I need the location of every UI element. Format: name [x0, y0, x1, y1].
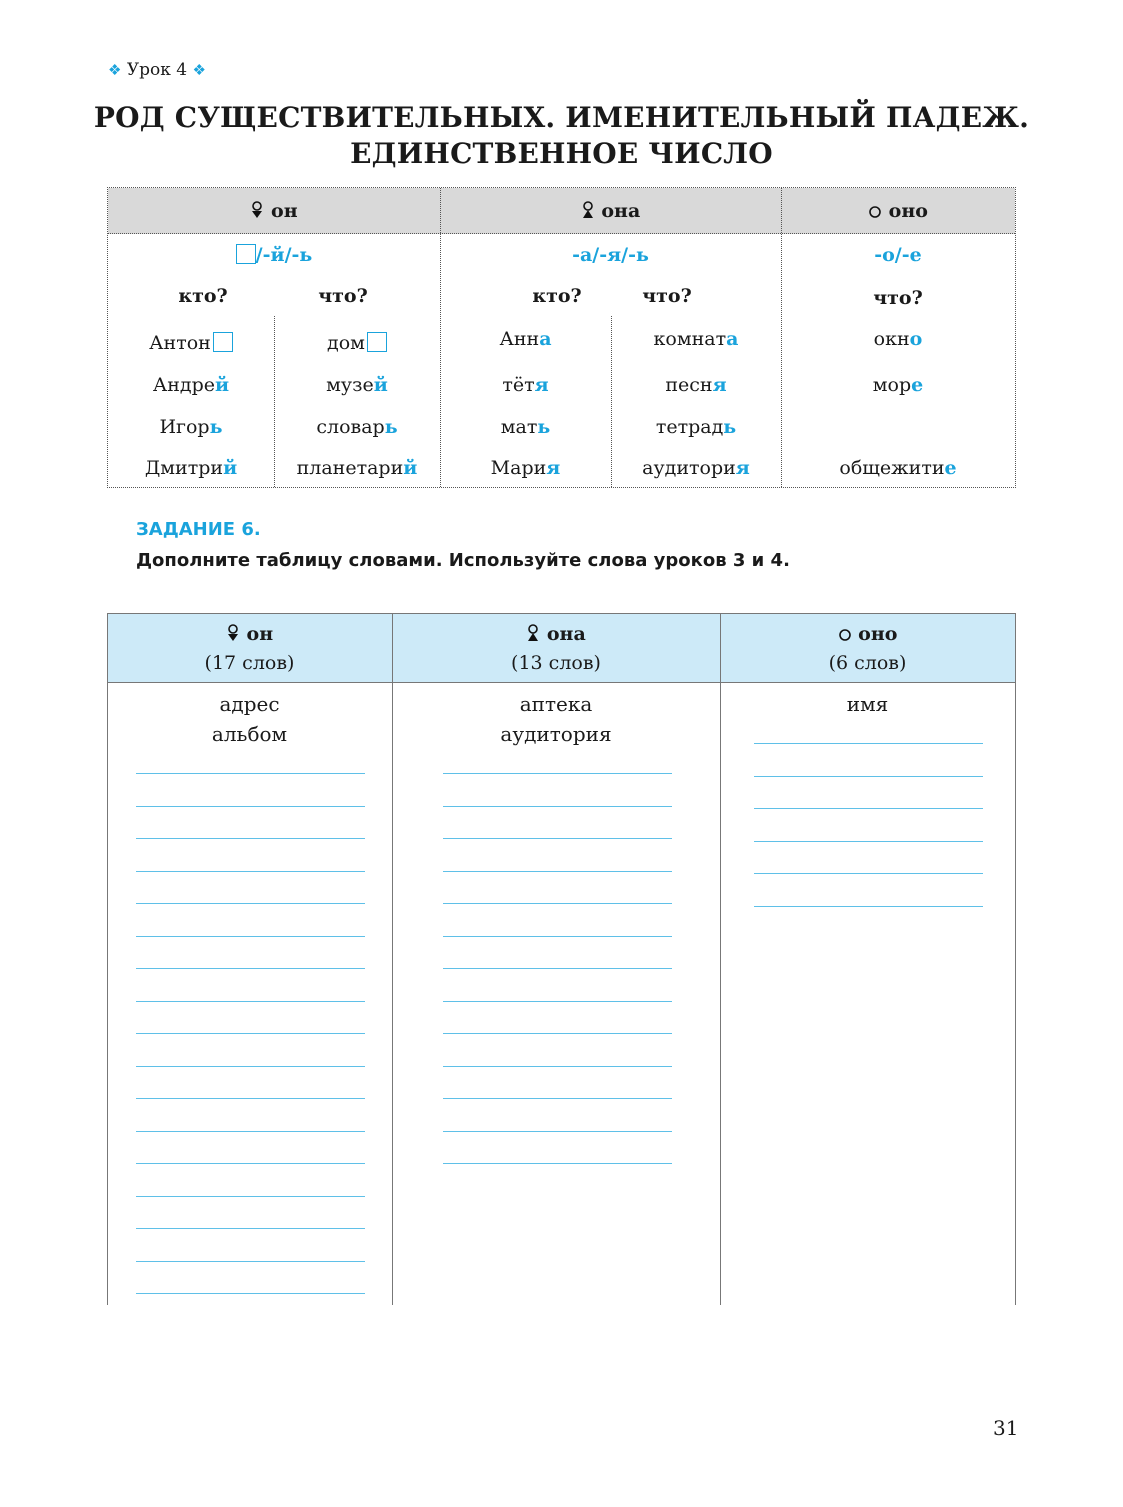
question-who-she: кто?: [532, 285, 582, 307]
exercise-header-she-count: (13 слов): [511, 652, 601, 674]
word-ending: я: [712, 374, 727, 396]
word-she-what-1: [611, 328, 781, 350]
answer-line-she[interactable]: [443, 1066, 672, 1067]
answer-line-she[interactable]: [443, 1163, 672, 1164]
word-it-what-3: [781, 457, 1015, 479]
word-she-who-3: [440, 416, 611, 438]
column-border: [720, 613, 721, 1305]
answer-line-he[interactable]: [136, 1131, 365, 1132]
example-word-she-1: аптека: [519, 692, 593, 716]
word-she-who-1: [440, 328, 611, 350]
word-stem: комнат: [653, 328, 727, 350]
answer-line-he[interactable]: [136, 1001, 365, 1002]
word-he-what-2: [274, 374, 440, 396]
header-it-label: оно: [888, 200, 928, 222]
answer-line-he[interactable]: [136, 1033, 365, 1034]
answer-line-he[interactable]: [136, 1293, 365, 1294]
answer-line-it[interactable]: [754, 808, 983, 809]
header-he: [108, 188, 440, 234]
title-line-2: ЕДИНСТВЕННОЕ ЧИСЛО: [350, 137, 773, 170]
word-ending: й: [373, 374, 388, 396]
task-title: ЗАДАНИЕ 6.: [136, 519, 261, 540]
exercise-header-he-label: он: [246, 623, 274, 645]
question-who-he: кто?: [178, 285, 228, 307]
exercise-header-she-title: [392, 620, 720, 649]
example-word-he-1: адрес: [219, 692, 280, 716]
word-she-who-4: [440, 457, 611, 479]
word-stem: Анн: [499, 328, 540, 350]
answer-line-she[interactable]: [443, 936, 672, 937]
answer-line-he[interactable]: [136, 1261, 365, 1262]
male-symbol-icon: [226, 624, 240, 642]
word-ending: ь: [384, 416, 398, 438]
word-he-who-2: [108, 374, 274, 396]
word-ending: й: [223, 457, 238, 479]
word-stem: тетрад: [655, 416, 724, 438]
exercise-header-he-count: (17 слов): [204, 652, 295, 674]
exercise-header-it-label: оно: [858, 623, 898, 645]
word-it-what-1: [781, 328, 1015, 350]
word-ending: е: [944, 457, 957, 479]
word-ending: я: [546, 457, 561, 479]
zero-ending-box: [236, 244, 256, 264]
word-stem: Мари: [490, 457, 547, 479]
header-it: [781, 188, 1015, 234]
female-symbol-icon: [581, 201, 595, 219]
lesson-text: Урок 4: [126, 60, 188, 80]
exercise-header-it-title: [720, 620, 1015, 649]
answer-line-he[interactable]: [136, 871, 365, 872]
word-stem: Дмитри: [144, 457, 224, 479]
question-what-he: что?: [318, 285, 368, 307]
exercise-header-it-count: (6 слов): [828, 652, 907, 674]
word-he-what-4: [274, 457, 440, 479]
endings-it: -о/-е: [874, 244, 922, 266]
word-ending: а: [539, 328, 552, 350]
column-border: [107, 613, 108, 1305]
word-he-what-3: [274, 416, 440, 438]
word-ending: я: [735, 457, 750, 479]
word-stem: общежити: [839, 457, 945, 479]
word-he-who-4: [108, 457, 274, 479]
answer-line-she[interactable]: [443, 1131, 672, 1132]
word-stem: Антон: [149, 332, 211, 354]
zero-ending-box: [213, 332, 233, 352]
word-it-what-2: [781, 374, 1015, 396]
answer-line-she[interactable]: [443, 903, 672, 904]
zero-ending-box: [367, 332, 387, 352]
word-he-who-3: [108, 416, 274, 438]
header-he-label: он: [271, 200, 298, 222]
word-ending: й: [215, 374, 230, 396]
word-stem: окн: [873, 328, 910, 350]
answer-line-he[interactable]: [136, 1066, 365, 1067]
exercise-header-she-label: она: [546, 623, 586, 645]
answer-line-he[interactable]: [136, 903, 365, 904]
answer-line-she[interactable]: [443, 838, 672, 839]
word-ending: я: [534, 374, 549, 396]
male-symbol-icon: [250, 201, 264, 219]
word-stem: словар: [316, 416, 385, 438]
word-ending: й: [403, 457, 418, 479]
word-she-what-3: [611, 416, 781, 438]
word-ending: е: [911, 374, 924, 396]
word-she-what-4: [611, 457, 781, 479]
column-border: [1015, 613, 1016, 1305]
female-symbol-icon: [526, 624, 540, 642]
endings-he: [108, 244, 440, 266]
question-what-it: что?: [873, 287, 923, 309]
answer-line-she[interactable]: [443, 1001, 672, 1002]
word-stem: мор: [872, 374, 912, 396]
word-he-what-1: [274, 332, 440, 354]
answer-line-he[interactable]: [136, 773, 365, 774]
answer-line-it[interactable]: [754, 873, 983, 874]
column-border: [392, 613, 393, 1305]
word-stem: тёт: [502, 374, 535, 396]
answer-line-it[interactable]: [754, 906, 983, 907]
exercise-header-he: [107, 620, 392, 678]
header-she-label: она: [601, 200, 641, 222]
neuter-circle-icon: [868, 205, 882, 219]
answer-line-she[interactable]: [443, 1033, 672, 1034]
endings-he-text: /-й/-ь: [255, 244, 313, 266]
exercise-header-it: [720, 620, 1015, 678]
answer-line-she[interactable]: [443, 773, 672, 774]
word-stem: Игор: [159, 416, 210, 438]
answer-line-he[interactable]: [136, 1163, 365, 1164]
word-ending: а: [726, 328, 739, 350]
answer-line-he[interactable]: [136, 838, 365, 839]
word-she-who-2: [440, 374, 611, 396]
answer-line-she[interactable]: [443, 1098, 672, 1099]
word-stem: Андре: [152, 374, 216, 396]
answer-line-he[interactable]: [136, 806, 365, 807]
neuter-circle-icon: [838, 628, 852, 642]
word-ending: о: [909, 328, 923, 350]
word-stem: аудитори: [642, 457, 736, 479]
question-what-she: что?: [642, 285, 692, 307]
answer-line-he[interactable]: [136, 968, 365, 969]
page-number: 31: [993, 1416, 1019, 1440]
answer-line-he[interactable]: [136, 1098, 365, 1099]
exercise-header-she: [392, 620, 720, 678]
example-word-she-2: аудитория: [500, 722, 612, 746]
word-she-what-2: [611, 374, 781, 396]
diamond-ornament-icon: ❖: [108, 61, 122, 79]
answer-line-it[interactable]: [754, 841, 983, 842]
word-stem: дом: [327, 332, 365, 354]
diamond-ornament-icon: ❖: [192, 61, 206, 79]
page-title: [0, 100, 1123, 172]
answer-line-she[interactable]: [443, 968, 672, 969]
example-word-it-1: имя: [846, 692, 889, 716]
word-stem: мат: [500, 416, 538, 438]
word-ending: ь: [723, 416, 737, 438]
endings-she: -а/-я/-ь: [572, 244, 649, 266]
answer-line-she[interactable]: [443, 806, 672, 807]
answer-line-he[interactable]: [136, 1228, 365, 1229]
word-ending: ь: [537, 416, 551, 438]
word-he-who-1: [108, 332, 274, 354]
header-she: [440, 188, 781, 234]
answer-line-he[interactable]: [136, 936, 365, 937]
task-instruction: Дополните таблицу словами. Используйте слова уроков 3 и 4.: [136, 550, 790, 571]
word-stem: планетари: [296, 457, 404, 479]
answer-line-she[interactable]: [443, 871, 672, 872]
word-stem: музе: [326, 374, 374, 396]
word-stem: песн: [665, 374, 713, 396]
grammar-table: [107, 187, 1016, 488]
lesson-label: [108, 60, 206, 80]
word-ending: ь: [209, 416, 223, 438]
example-word-he-2: альбом: [211, 722, 288, 746]
answer-line-he[interactable]: [136, 1196, 365, 1197]
exercise-header-he-title: [107, 620, 392, 649]
title-line-1: РОД СУЩЕСТВИТЕЛЬНЫХ. ИМЕНИТЕЛЬНЫЙ ПАДЕЖ.: [93, 101, 1030, 134]
answer-line-it[interactable]: [754, 743, 983, 744]
answer-line-it[interactable]: [754, 776, 983, 777]
